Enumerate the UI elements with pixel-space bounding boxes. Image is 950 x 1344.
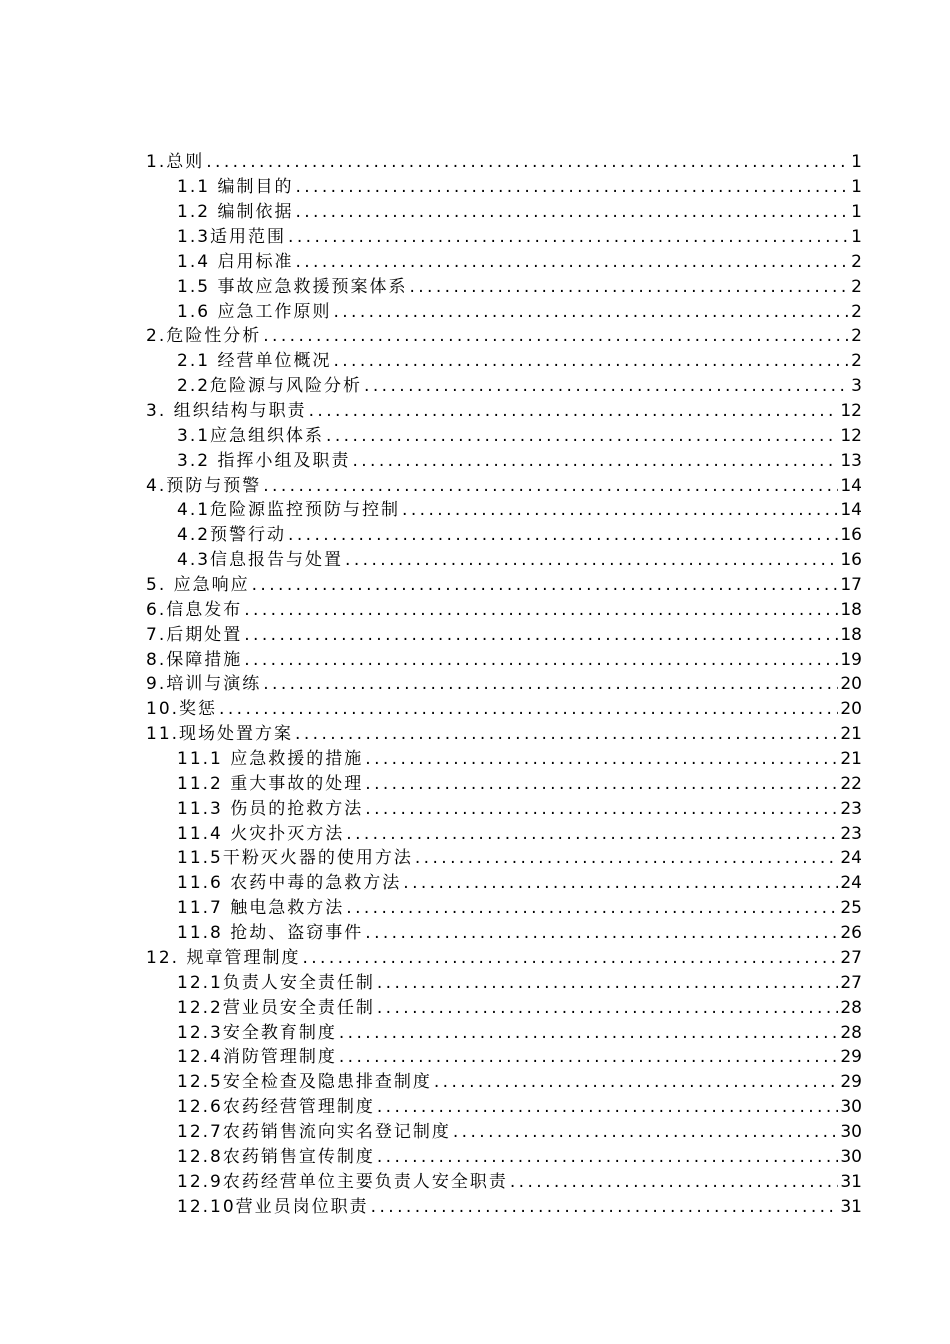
toc-entry[interactable] xyxy=(146,970,862,995)
toc-entry[interactable] xyxy=(146,846,862,871)
toc-entry-page-number: 27 xyxy=(840,947,862,968)
toc-entry[interactable] xyxy=(146,672,862,697)
toc-entry-page-number: 19 xyxy=(840,649,862,670)
toc-dot-leader xyxy=(409,275,849,299)
toc-entry-page-number: 24 xyxy=(840,873,862,894)
toc-entry[interactable] xyxy=(146,995,862,1020)
toc-dot-leader xyxy=(402,498,838,522)
toc-dot-leader xyxy=(263,324,849,348)
toc-dot-leader xyxy=(415,846,839,870)
toc-entry[interactable] xyxy=(146,821,862,846)
toc-dot-leader xyxy=(252,573,839,597)
toc-entry[interactable] xyxy=(146,523,862,548)
toc-entry[interactable] xyxy=(146,324,862,349)
toc-entry[interactable] xyxy=(146,274,862,299)
toc-dot-leader xyxy=(377,996,839,1020)
toc-entry-title: 12.1负责人安全责任制 xyxy=(177,972,375,993)
toc-entry[interactable] xyxy=(146,597,862,622)
toc-entry-title: 4.2预警行动 xyxy=(177,525,287,546)
table-of-contents xyxy=(146,150,862,1219)
toc-dot-leader xyxy=(244,648,838,672)
toc-entry-title: 3.2 指挥小组及职责 xyxy=(177,450,351,471)
toc-dot-leader xyxy=(339,1045,839,1069)
toc-entry-title: 12.2营业员安全责任制 xyxy=(177,997,375,1018)
toc-dot-leader xyxy=(453,1120,839,1144)
toc-dot-leader xyxy=(345,548,838,572)
toc-entry[interactable] xyxy=(146,150,862,175)
toc-dot-leader xyxy=(377,971,839,995)
toc-entry-page-number: 2 xyxy=(851,251,862,272)
toc-dot-leader xyxy=(365,797,838,821)
toc-entry-page-number: 1 xyxy=(851,152,862,173)
toc-entry-page-number: 30 xyxy=(840,1097,862,1118)
toc-entry-title: 3.1应急组织体系 xyxy=(177,425,325,446)
toc-entry-title: 3. 组织结构与职责 xyxy=(146,401,307,422)
toc-entry-page-number: 31 xyxy=(840,1171,862,1192)
toc-entry[interactable] xyxy=(146,1070,862,1095)
toc-entry[interactable] xyxy=(146,1194,862,1219)
toc-dot-leader xyxy=(339,1021,839,1045)
toc-entry-page-number: 1 xyxy=(851,227,862,247)
toc-dot-leader xyxy=(288,225,849,249)
toc-entry-title: 11.2 重大事故的处理 xyxy=(177,773,364,794)
toc-entry-title: 2.危险性分析 xyxy=(146,326,262,347)
toc-entry-page-number: 26 xyxy=(840,923,862,944)
toc-dot-leader xyxy=(309,399,839,423)
toc-dot-leader xyxy=(295,722,838,746)
toc-entry-title: 4.预防与预警 xyxy=(146,475,262,496)
toc-entry-title: 12.5安全检查及隐患排查制度 xyxy=(177,1072,432,1093)
toc-dot-leader xyxy=(219,697,838,721)
toc-entry[interactable] xyxy=(146,946,862,971)
toc-entry-title: 12.10营业员岗位职责 xyxy=(177,1196,369,1217)
toc-entry[interactable] xyxy=(146,921,862,946)
toc-entry-page-number: 20 xyxy=(840,699,862,720)
toc-entry[interactable] xyxy=(146,299,862,324)
toc-entry-title: 11.1 应急救援的措施 xyxy=(177,749,364,770)
toc-dot-leader xyxy=(263,474,838,498)
toc-dot-leader xyxy=(244,623,838,647)
toc-entry-title: 1.1 编制目的 xyxy=(177,177,294,198)
toc-dot-leader xyxy=(206,150,849,174)
toc-entry[interactable] xyxy=(146,473,862,498)
toc-dot-leader xyxy=(346,822,838,846)
toc-entry[interactable] xyxy=(146,722,862,747)
toc-dot-leader xyxy=(244,598,838,622)
toc-entry-title: 11.3 伤员的抢救方法 xyxy=(177,798,364,819)
toc-entry[interactable] xyxy=(146,175,862,200)
toc-dot-leader xyxy=(365,747,838,771)
toc-entry[interactable] xyxy=(146,399,862,424)
toc-entry[interactable] xyxy=(146,647,862,672)
toc-entry-page-number: 31 xyxy=(840,1196,862,1217)
toc-entry-title: 11.5干粉灭火器的使用方法 xyxy=(177,848,413,869)
toc-dot-leader xyxy=(326,424,838,448)
toc-dot-leader xyxy=(377,1095,839,1119)
toc-entry-title: 4.3信息报告与处置 xyxy=(177,550,344,571)
toc-entry-page-number: 18 xyxy=(840,624,862,645)
toc-entry-page-number: 2 xyxy=(851,351,862,372)
toc-entry-page-number: 25 xyxy=(840,898,862,919)
toc-entry-page-number: 23 xyxy=(840,823,862,844)
toc-entry-page-number: 16 xyxy=(840,525,862,546)
toc-entry-page-number: 2 xyxy=(851,301,862,322)
toc-entry-page-number: 30 xyxy=(840,1146,862,1167)
toc-entry-page-number: 21 xyxy=(840,724,862,745)
toc-entry-title: 11.7 触电急救方法 xyxy=(177,898,345,919)
toc-dot-leader xyxy=(295,200,849,224)
toc-dot-leader xyxy=(371,1195,839,1219)
toc-entry-title: 5. 应急响应 xyxy=(146,575,250,596)
toc-entry-title: 1.6 应急工作原则 xyxy=(177,301,332,322)
toc-entry-title: 12.4消防管理制度 xyxy=(177,1047,337,1068)
toc-entry-page-number: 27 xyxy=(840,972,862,993)
toc-entry[interactable] xyxy=(146,249,862,274)
toc-entry-title: 11.4 火灾扑灭方法 xyxy=(177,823,345,844)
toc-entry-title: 10.奖惩 xyxy=(146,699,218,720)
toc-entry-title: 1.5 事故应急救援预案体系 xyxy=(177,276,408,297)
toc-entry[interactable] xyxy=(146,349,862,374)
toc-entry-title: 12.8农药销售宣传制度 xyxy=(177,1146,375,1167)
toc-entry-page-number: 2 xyxy=(851,276,862,297)
toc-dot-leader xyxy=(403,871,838,895)
toc-dot-leader xyxy=(377,1145,839,1169)
toc-entry-page-number: 24 xyxy=(840,848,862,869)
toc-entry-title: 2.2危险源与风险分析 xyxy=(177,376,363,397)
toc-entry-page-number: 16 xyxy=(840,550,862,571)
toc-entry-title: 1.总则 xyxy=(146,152,205,173)
toc-entry-page-number: 30 xyxy=(840,1121,862,1142)
toc-entry-title: 11.6 农药中毒的急救方法 xyxy=(177,873,402,894)
toc-entry[interactable] xyxy=(146,747,862,772)
toc-entry-page-number: 18 xyxy=(840,599,862,620)
toc-entry[interactable] xyxy=(146,1020,862,1045)
toc-entry-title: 12.7农药销售流向实名登记制度 xyxy=(177,1121,451,1142)
toc-dot-leader xyxy=(302,946,838,970)
toc-entry-page-number: 29 xyxy=(840,1072,862,1093)
toc-dot-leader xyxy=(365,772,838,796)
toc-entry-page-number: 28 xyxy=(840,997,862,1018)
toc-dot-leader xyxy=(288,523,838,547)
toc-entry-title: 11.现场处置方案 xyxy=(146,724,294,745)
toc-entry-page-number: 1 xyxy=(851,177,862,198)
toc-dot-leader xyxy=(365,921,838,945)
toc-entry[interactable] xyxy=(146,1095,862,1120)
toc-entry-title: 1.4 启用标准 xyxy=(177,251,294,272)
toc-entry[interactable] xyxy=(146,225,862,250)
toc-entry[interactable] xyxy=(146,200,862,225)
toc-entry[interactable] xyxy=(146,771,862,796)
toc-entry-title: 6.信息发布 xyxy=(146,599,243,620)
toc-entry-page-number: 29 xyxy=(840,1047,862,1068)
toc-entry[interactable] xyxy=(146,871,862,896)
toc-entry-title: 1.3适用范围 xyxy=(177,227,287,247)
toc-entry-page-number: 1 xyxy=(851,202,862,223)
toc-entry-page-number: 22 xyxy=(840,773,862,794)
toc-entry[interactable] xyxy=(146,896,862,921)
toc-entry-title: 1.2 编制依据 xyxy=(177,202,294,223)
toc-dot-leader xyxy=(352,449,838,473)
toc-entry-page-number: 3 xyxy=(851,376,862,397)
toc-entry-title: 7.后期处置 xyxy=(146,624,243,645)
toc-entry-page-number: 21 xyxy=(840,749,862,770)
toc-dot-leader xyxy=(295,175,849,199)
toc-entry-title: 9.培训与演练 xyxy=(146,674,262,695)
toc-entry[interactable] xyxy=(146,498,862,523)
toc-dot-leader xyxy=(333,300,849,324)
toc-dot-leader xyxy=(295,250,849,274)
toc-entry[interactable] xyxy=(146,1120,862,1145)
toc-entry-page-number: 2 xyxy=(851,326,862,347)
toc-dot-leader xyxy=(510,1170,839,1194)
toc-entry-page-number: 14 xyxy=(840,475,862,496)
toc-entry-title: 12.6农药经营管理制度 xyxy=(177,1097,375,1118)
toc-entry-title: 11.8 抢劫、盗窃事件 xyxy=(177,923,364,944)
toc-entry[interactable] xyxy=(146,423,862,448)
toc-entry-page-number: 13 xyxy=(840,450,862,471)
toc-entry-page-number: 12 xyxy=(840,425,862,446)
toc-entry-title: 8.保障措施 xyxy=(146,649,243,670)
toc-entry[interactable] xyxy=(146,1045,862,1070)
toc-dot-leader xyxy=(434,1070,839,1094)
toc-entry[interactable] xyxy=(146,1169,862,1194)
toc-entry-title: 2.1 经营单位概况 xyxy=(177,351,332,372)
toc-dot-leader xyxy=(263,672,838,696)
toc-entry[interactable] xyxy=(146,448,862,473)
toc-entry[interactable] xyxy=(146,374,862,399)
toc-entry-page-number: 14 xyxy=(840,500,862,521)
toc-entry-title: 12.9农药经营单位主要负责人安全职责 xyxy=(177,1171,508,1192)
toc-entry[interactable] xyxy=(146,1144,862,1169)
toc-entry[interactable] xyxy=(146,622,862,647)
toc-entry-title: 4.1危险源监控预防与控制 xyxy=(177,500,401,521)
toc-entry[interactable] xyxy=(146,573,862,598)
toc-dot-leader xyxy=(346,896,838,920)
toc-entry-title: 12. 规章管理制度 xyxy=(146,947,301,968)
toc-entry-page-number: 28 xyxy=(840,1022,862,1043)
toc-entry-page-number: 12 xyxy=(840,401,862,422)
toc-entry[interactable] xyxy=(146,796,862,821)
toc-dot-leader xyxy=(333,349,849,373)
toc-entry-title: 12.3安全教育制度 xyxy=(177,1022,337,1043)
toc-entry-page-number: 23 xyxy=(840,798,862,819)
toc-entry-page-number: 17 xyxy=(840,575,862,596)
toc-entry-page-number: 20 xyxy=(840,674,862,695)
toc-entry[interactable] xyxy=(146,548,862,573)
toc-entry[interactable] xyxy=(146,697,862,722)
toc-dot-leader xyxy=(364,374,849,398)
